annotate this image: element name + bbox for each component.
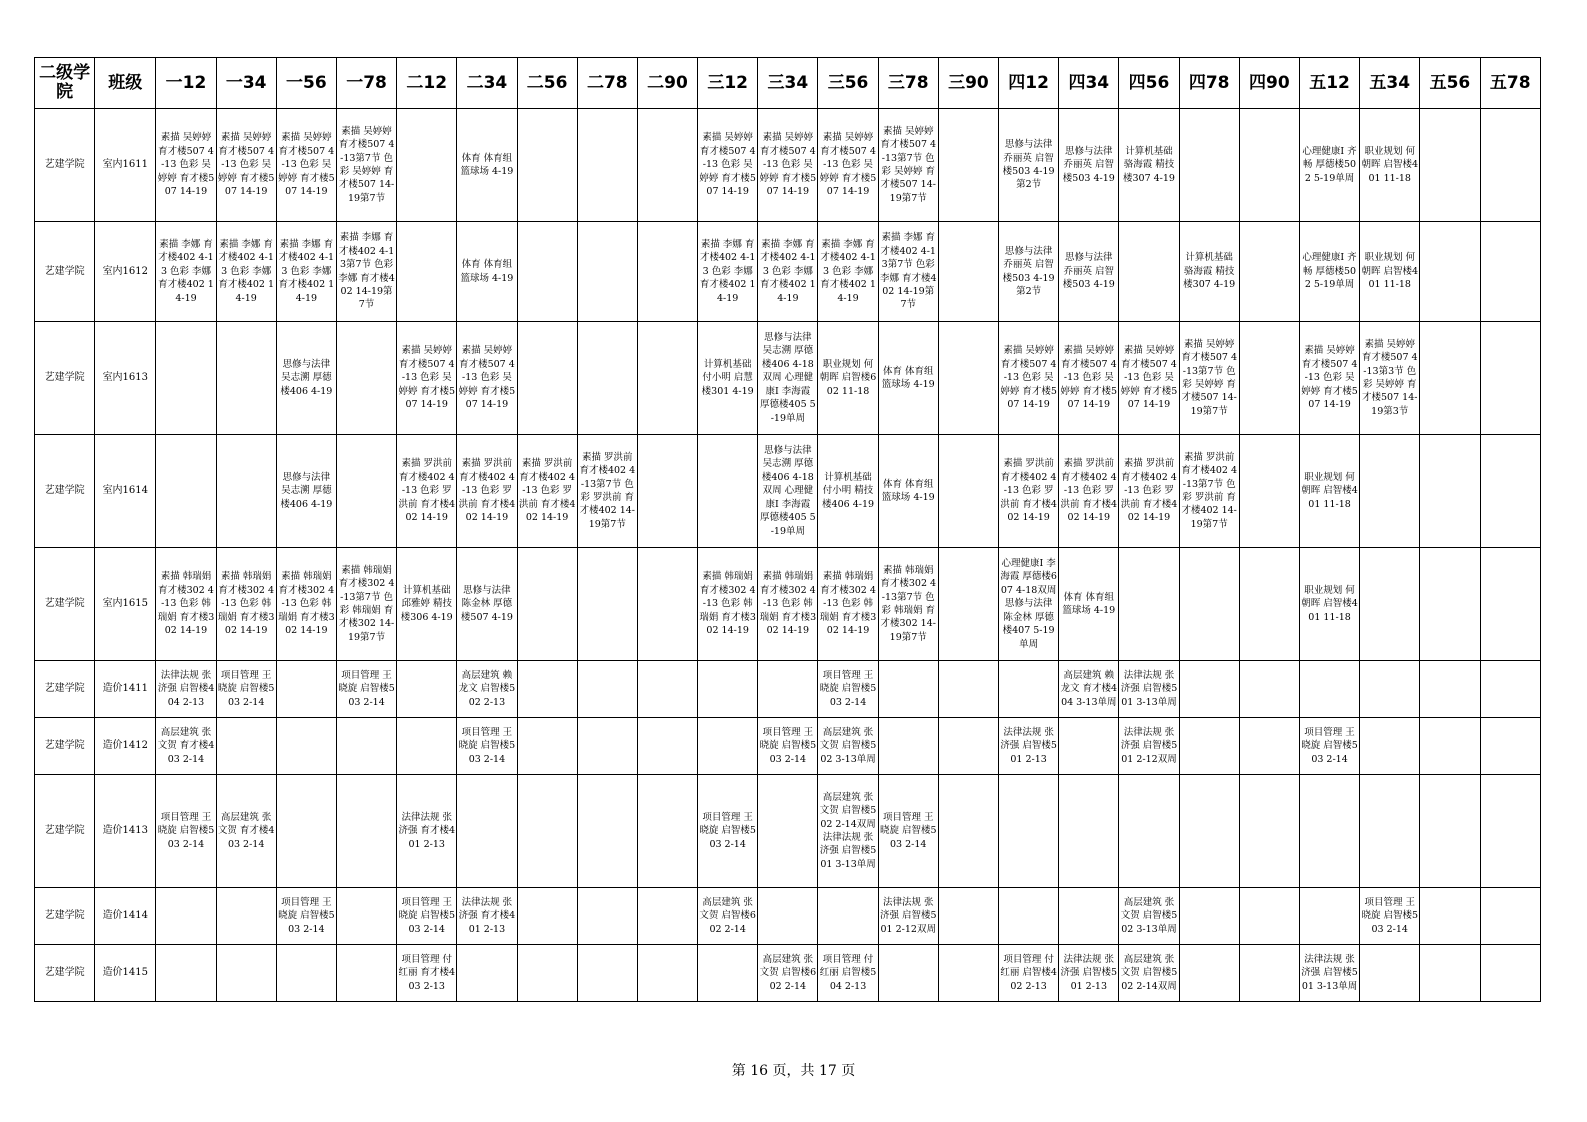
schedule-cell: 体育 体育组 篮球场 4-19	[457, 109, 517, 222]
schedule-cell	[1480, 322, 1540, 435]
schedule-cell	[1059, 888, 1119, 945]
class-name-cell: 室内1613	[95, 322, 156, 435]
schedule-cell: 素描 韩瑞娟 育才楼302 4-13 色彩 韩瑞娟 育才楼302 14-19	[698, 548, 758, 661]
header-period: 三34	[758, 58, 818, 109]
schedule-cell: 素描 吴婷婷 育才楼507 4-13 色彩 吴婷婷 育才楼507 14-19	[698, 109, 758, 222]
schedule-cell: 法律法规 张济强 启智楼501 2-12双周	[878, 888, 938, 945]
schedule-cell	[216, 888, 276, 945]
schedule-cell: 高层建筑 张文贺 育才楼403 2-14	[156, 718, 216, 775]
schedule-cell	[1179, 109, 1239, 222]
schedule-cell: 项目管理 付红丽 育才楼403 2-13	[397, 945, 457, 1002]
schedule-cell: 素描 罗洪前 育才楼402 4-13 色彩 罗洪前 育才楼402 14-19	[457, 435, 517, 548]
schedule-cell	[1239, 888, 1299, 945]
schedule-cell: 法律法规 张济强 启智楼501 2-13	[1059, 945, 1119, 1002]
schedule-cell	[1239, 222, 1299, 322]
page-number: 第 16 页，共 17 页	[731, 1063, 856, 1079]
schedule-cell	[577, 109, 637, 222]
schedule-cell: 素描 吴婷婷 育才楼507 4-13 色彩 吴婷婷 育才楼507 14-19	[216, 109, 276, 222]
schedule-cell	[1480, 435, 1540, 548]
schedule-cell	[637, 661, 697, 718]
schedule-cell: 素描 韩瑞娟 育才楼302 4-13 色彩 韩瑞娟 育才楼302 14-19	[818, 548, 878, 661]
department-cell: 艺建学院	[35, 322, 95, 435]
schedule-cell	[1239, 661, 1299, 718]
schedule-cell	[517, 109, 577, 222]
schedule-cell	[336, 888, 396, 945]
department-cell: 艺建学院	[35, 945, 95, 1002]
header-period: 五34	[1360, 58, 1420, 109]
schedule-cell	[1360, 718, 1420, 775]
header-period: 一12	[156, 58, 216, 109]
schedule-cell	[517, 322, 577, 435]
schedule-cell	[336, 718, 396, 775]
schedule-cell: 素描 吴婷婷 育才楼507 4-13 色彩 吴婷婷 育才楼507 14-19	[1059, 322, 1119, 435]
schedule-cell	[1480, 888, 1540, 945]
schedule-cell	[216, 945, 276, 1002]
schedule-cell	[1299, 661, 1359, 718]
schedule-cell: 法律法规 张济强 启智楼501 3-13单周	[1119, 661, 1179, 718]
schedule-cell	[1420, 661, 1480, 718]
header-period: 一34	[216, 58, 276, 109]
schedule-cell: 法律法规 张济强 启智楼501 2-12双周	[1119, 718, 1179, 775]
class-name-cell: 造价1411	[95, 661, 156, 718]
schedule-cell: 素描 韩瑞娟 育才楼302 4-13 色彩 韩瑞娟 育才楼302 14-19	[156, 548, 216, 661]
schedule-cell: 计算机基础 邱雅婷 精技楼306 4-19	[397, 548, 457, 661]
class-name-cell: 室内1612	[95, 222, 156, 322]
schedule-cell	[1360, 775, 1420, 888]
schedule-cell	[577, 661, 637, 718]
class-row	[35, 718, 1541, 775]
schedule-cell	[336, 322, 396, 435]
department-cell: 艺建学院	[35, 548, 95, 661]
schedule-cell	[878, 945, 938, 1002]
schedule-cell: 素描 李娜 育才楼402 4-13第7节 色彩 李娜 育才楼402 14-19第7节	[336, 222, 396, 322]
header-period: 三12	[698, 58, 758, 109]
header-period: 四56	[1119, 58, 1179, 109]
schedule-cell	[1420, 888, 1480, 945]
schedule-cell: 计算机基础 骆海霞 精技楼307 4-19	[1119, 109, 1179, 222]
schedule-cell: 素描 韩瑞娟 育才楼302 4-13第7节 色彩 韩瑞娟 育才楼302 14-19第7节	[878, 548, 938, 661]
schedule-cell	[637, 775, 697, 888]
schedule-cell	[1420, 435, 1480, 548]
schedule-cell: 项目管理 王晓旋 启智楼503 2-14	[156, 775, 216, 888]
schedule-cell: 素描 吴婷婷 育才楼507 4-13 色彩 吴婷婷 育才楼507 14-19	[397, 322, 457, 435]
schedule-cell: 素描 李娜 育才楼402 4-13 色彩 李娜 育才楼402 14-19	[216, 222, 276, 322]
schedule-cell	[1239, 548, 1299, 661]
schedule-cell	[1119, 775, 1179, 888]
schedule-cell: 素描 韩瑞娟 育才楼302 4-13 色彩 韩瑞娟 育才楼302 14-19	[758, 548, 818, 661]
schedule-cell: 法律法规 张济强 育才楼401 2-13	[457, 888, 517, 945]
class-name-cell: 室内1615	[95, 548, 156, 661]
schedule-cell: 心理健康Ⅰ 齐畅 厚德楼502 5-19单周	[1299, 109, 1359, 222]
class-row	[35, 435, 1541, 548]
schedule-cell	[216, 718, 276, 775]
schedule-cell: 职业规划 何朝晖 启智楼401 11-18	[1360, 109, 1420, 222]
schedule-cell: 项目管理 王晓旋 启智楼503 2-14	[216, 661, 276, 718]
schedule-cell: 素描 吴婷婷 育才楼507 4-13第7节 色彩 吴婷婷 育才楼507 14-19第7节	[336, 109, 396, 222]
department-cell: 艺建学院	[35, 109, 95, 222]
class-name-cell: 造价1413	[95, 775, 156, 888]
schedule-cell: 素描 吴婷婷 育才楼507 4-13 色彩 吴婷婷 育才楼507 14-19	[457, 322, 517, 435]
schedule-cell	[1480, 109, 1540, 222]
class-row	[35, 661, 1541, 718]
schedule-cell: 高层建筑 张文贺 启智楼502 2-14双周	[1119, 945, 1179, 1002]
schedule-cell: 职业规划 何朝晖 启智楼401 11-18	[1299, 435, 1359, 548]
schedule-cell: 素描 吴婷婷 育才楼507 4-13 色彩 吴婷婷 育才楼507 14-19	[1299, 322, 1359, 435]
header-period: 四78	[1179, 58, 1239, 109]
header-period: 三78	[878, 58, 938, 109]
schedule-cell	[999, 888, 1059, 945]
schedule-cell: 高层建筑 赖龙文 启智楼502 2-13	[457, 661, 517, 718]
schedule-cell: 素描 吴婷婷 育才楼507 4-13 色彩 吴婷婷 育才楼507 14-19	[999, 322, 1059, 435]
department-cell: 艺建学院	[35, 888, 95, 945]
schedule-cell	[517, 888, 577, 945]
schedule-cell	[517, 718, 577, 775]
schedule-cell	[397, 661, 457, 718]
schedule-cell	[637, 888, 697, 945]
class-row	[35, 548, 1541, 661]
timetable	[34, 57, 1541, 1002]
header-period: 四12	[999, 58, 1059, 109]
schedule-cell	[698, 945, 758, 1002]
schedule-cell: 体育 体育组 篮球场 4-19	[1059, 548, 1119, 661]
schedule-cell: 思修与法律 吴志溯 厚德楼406 4-19	[276, 322, 336, 435]
schedule-cell	[1059, 718, 1119, 775]
schedule-cell	[1420, 109, 1480, 222]
schedule-cell: 素描 吴婷婷 育才楼507 4-13第7节 色彩 吴婷婷 育才楼507 14-19第7节	[878, 109, 938, 222]
schedule-cell: 素描 吴婷婷 育才楼507 4-13 色彩 吴婷婷 育才楼507 14-19	[156, 109, 216, 222]
schedule-cell	[999, 775, 1059, 888]
schedule-cell	[577, 322, 637, 435]
schedule-cell	[397, 109, 457, 222]
schedule-cell: 素描 罗洪前 育才楼402 4-13第7节 色彩 罗洪前 育才楼402 14-19第7节	[1179, 435, 1239, 548]
schedule-cell	[1179, 718, 1239, 775]
schedule-cell: 项目管理 王晓旋 启智楼503 2-14	[818, 661, 878, 718]
schedule-cell	[216, 435, 276, 548]
schedule-cell	[397, 718, 457, 775]
schedule-cell: 计算机基础 付小明 启慧楼301 4-19	[698, 322, 758, 435]
schedule-cell	[637, 718, 697, 775]
schedule-cell	[336, 945, 396, 1002]
schedule-cell	[938, 548, 998, 661]
class-row	[35, 109, 1541, 222]
schedule-cell	[637, 222, 697, 322]
schedule-cell	[216, 322, 276, 435]
schedule-cell	[1059, 775, 1119, 888]
schedule-cell	[1360, 435, 1420, 548]
schedule-cell	[1299, 775, 1359, 888]
class-row	[35, 222, 1541, 322]
schedule-cell: 项目管理 付红丽 启智楼504 2-13	[818, 945, 878, 1002]
schedule-cell	[156, 945, 216, 1002]
schedule-cell	[637, 945, 697, 1002]
schedule-cell	[938, 888, 998, 945]
schedule-cell: 高层建筑 张文贺 启智楼502 2-14双周 法律法规 张济强 启智楼501 3-13单周	[818, 775, 878, 888]
schedule-cell	[1480, 945, 1540, 1002]
schedule-cell: 项目管理 王晓旋 启智楼503 2-14	[397, 888, 457, 945]
schedule-cell: 项目管理 王晓旋 启智楼503 2-14	[336, 661, 396, 718]
schedule-cell: 法律法规 张济强 启智楼501 2-13	[999, 718, 1059, 775]
schedule-cell	[577, 888, 637, 945]
schedule-cell	[637, 548, 697, 661]
schedule-cell: 体育 体育组 篮球场 4-19	[457, 222, 517, 322]
schedule-cell: 思修与法律 乔丽英 启智楼503 4-19第2节	[999, 222, 1059, 322]
class-name-cell: 室内1614	[95, 435, 156, 548]
schedule-cell	[517, 548, 577, 661]
schedule-cell	[517, 775, 577, 888]
schedule-cell	[276, 945, 336, 1002]
schedule-cell: 体育 体育组 篮球场 4-19	[878, 435, 938, 548]
schedule-cell	[1119, 548, 1179, 661]
schedule-cell	[577, 222, 637, 322]
header-period: 二34	[457, 58, 517, 109]
schedule-cell	[1179, 945, 1239, 1002]
schedule-cell	[938, 718, 998, 775]
schedule-cell: 项目管理 王晓旋 启智楼503 2-14	[1299, 718, 1359, 775]
schedule-cell	[1480, 222, 1540, 322]
schedule-cell: 计算机基础 骆海霞 精技楼307 4-19	[1179, 222, 1239, 322]
schedule-cell	[276, 661, 336, 718]
schedule-cell: 项目管理 王晓旋 启智楼503 2-14	[698, 775, 758, 888]
schedule-cell	[1420, 945, 1480, 1002]
header-class: 班级	[95, 58, 156, 109]
schedule-cell	[938, 775, 998, 888]
schedule-cell: 素描 吴婷婷 育才楼507 4-13 色彩 吴婷婷 育才楼507 14-19	[276, 109, 336, 222]
header-period: 二56	[517, 58, 577, 109]
schedule-cell	[1239, 435, 1299, 548]
class-row	[35, 322, 1541, 435]
schedule-cell	[1420, 322, 1480, 435]
schedule-cell	[758, 775, 818, 888]
schedule-cell: 高层建筑 张文贺 启智楼502 3-13单周	[1119, 888, 1179, 945]
schedule-cell	[336, 775, 396, 888]
schedule-cell	[1480, 718, 1540, 775]
schedule-cell	[1480, 548, 1540, 661]
schedule-cell	[1360, 945, 1420, 1002]
schedule-cell	[1239, 109, 1299, 222]
schedule-cell: 思修与法律 陈金林 厚德楼507 4-19	[457, 548, 517, 661]
schedule-cell: 法律法规 张济强 启智楼501 3-13单周	[1299, 945, 1359, 1002]
schedule-cell	[577, 945, 637, 1002]
schedule-cell	[276, 718, 336, 775]
schedule-cell	[1119, 222, 1179, 322]
schedule-cell: 素描 韩瑞娟 育才楼302 4-13 色彩 韩瑞娟 育才楼302 14-19	[276, 548, 336, 661]
header-period: 五12	[1299, 58, 1359, 109]
schedule-cell: 素描 罗洪前 育才楼402 4-13 色彩 罗洪前 育才楼402 14-19	[517, 435, 577, 548]
schedule-cell	[1239, 775, 1299, 888]
class-name-cell: 造价1415	[95, 945, 156, 1002]
schedule-cell: 思修与法律 吴志溯 厚德楼406 4-19	[276, 435, 336, 548]
schedule-cell	[1360, 548, 1420, 661]
header-period: 三56	[818, 58, 878, 109]
schedule-cell	[938, 222, 998, 322]
header-period: 二90	[637, 58, 697, 109]
schedule-cell	[156, 888, 216, 945]
schedule-cell	[878, 718, 938, 775]
schedule-cell	[1179, 775, 1239, 888]
schedule-cell: 素描 李娜 育才楼402 4-13第7节 色彩 李娜 育才楼402 14-19第7节	[878, 222, 938, 322]
schedule-cell	[637, 435, 697, 548]
schedule-cell: 素描 罗洪前 育才楼402 4-13第7节 色彩 罗洪前 育才楼402 14-19第7节	[577, 435, 637, 548]
class-row	[35, 775, 1541, 888]
schedule-cell: 高层建筑 张文贺 育才楼403 2-14	[216, 775, 276, 888]
schedule-cell	[1480, 661, 1540, 718]
schedule-cell: 高层建筑 张文贺 启智楼602 2-14	[758, 945, 818, 1002]
class-name-cell: 造价1414	[95, 888, 156, 945]
department-cell: 艺建学院	[35, 435, 95, 548]
schedule-cell: 素描 罗洪前 育才楼402 4-13 色彩 罗洪前 育才楼402 14-19	[397, 435, 457, 548]
schedule-cell: 素描 罗洪前 育才楼402 4-13 色彩 罗洪前 育才楼402 14-19	[1119, 435, 1179, 548]
schedule-cell: 体育 体育组 篮球场 4-19	[878, 322, 938, 435]
schedule-cell	[1480, 775, 1540, 888]
schedule-cell: 思修与法律 乔丽英 启智楼503 4-19	[1059, 109, 1119, 222]
schedule-cell: 素描 李娜 育才楼402 4-13 色彩 李娜 育才楼402 14-19	[156, 222, 216, 322]
schedule-cell	[1420, 548, 1480, 661]
department-cell: 艺建学院	[35, 775, 95, 888]
department-cell: 艺建学院	[35, 661, 95, 718]
header-period: 四34	[1059, 58, 1119, 109]
schedule-cell: 素描 韩瑞娟 育才楼302 4-13 色彩 韩瑞娟 育才楼302 14-19	[216, 548, 276, 661]
class-name-cell: 造价1412	[95, 718, 156, 775]
schedule-cell	[938, 109, 998, 222]
schedule-cell: 高层建筑 赖龙文 育才楼404 3-13单周	[1059, 661, 1119, 718]
schedule-cell	[637, 322, 697, 435]
header-period: 三90	[938, 58, 998, 109]
schedule-cell	[517, 945, 577, 1002]
schedule-cell	[1420, 718, 1480, 775]
header-period: 二12	[397, 58, 457, 109]
schedule-cell	[1420, 775, 1480, 888]
schedule-cell	[698, 435, 758, 548]
schedule-cell	[637, 109, 697, 222]
header-period: 一56	[276, 58, 336, 109]
schedule-cell	[878, 661, 938, 718]
schedule-cell	[517, 222, 577, 322]
schedule-cell	[1239, 945, 1299, 1002]
schedule-cell	[577, 775, 637, 888]
schedule-cell: 高层建筑 张文贺 启智楼602 2-14	[698, 888, 758, 945]
schedule-cell: 职业规划 何朝晖 启智楼602 11-18	[818, 322, 878, 435]
class-row	[35, 945, 1541, 1002]
schedule-cell	[938, 322, 998, 435]
schedule-cell	[698, 661, 758, 718]
schedule-cell	[457, 775, 517, 888]
header-row	[35, 58, 1541, 109]
schedule-cell: 项目管理 王晓旋 启智楼503 2-14	[457, 718, 517, 775]
schedule-cell: 素描 吴婷婷 育才楼507 4-13 色彩 吴婷婷 育才楼507 14-19	[818, 109, 878, 222]
schedule-cell: 素描 吴婷婷 育才楼507 4-13第3节 色彩 吴婷婷 育才楼507 14-19第3节	[1360, 322, 1420, 435]
schedule-cell	[156, 322, 216, 435]
class-row	[35, 888, 1541, 945]
schedule-cell	[1420, 222, 1480, 322]
schedule-cell	[517, 661, 577, 718]
schedule-cell	[577, 548, 637, 661]
schedule-cell	[818, 888, 878, 945]
schedule-cell: 高层建筑 张文贺 启智楼502 3-13单周	[818, 718, 878, 775]
schedule-cell: 职业规划 何朝晖 启智楼401 11-18	[1299, 548, 1359, 661]
schedule-cell: 素描 李娜 育才楼402 4-13 色彩 李娜 育才楼402 14-19	[276, 222, 336, 322]
schedule-cell	[156, 435, 216, 548]
schedule-cell	[999, 661, 1059, 718]
header-period: 五78	[1480, 58, 1540, 109]
schedule-cell: 法律法规 张济强 育才楼401 2-13	[397, 775, 457, 888]
schedule-cell: 思修与法律 吴志溯 厚德楼406 4-18双周 心理健康Ⅰ 李海霞 厚德楼405 5-19单周	[758, 435, 818, 548]
header-period: 四90	[1239, 58, 1299, 109]
timetable-body	[35, 109, 1541, 1002]
class-name-cell: 室内1611	[95, 109, 156, 222]
schedule-cell	[698, 718, 758, 775]
header-period: 二78	[577, 58, 637, 109]
schedule-cell: 思修与法律 乔丽英 启智楼503 4-19	[1059, 222, 1119, 322]
schedule-cell: 素描 李娜 育才楼402 4-13 色彩 李娜 育才楼402 14-19	[698, 222, 758, 322]
schedule-cell: 素描 吴婷婷 育才楼507 4-13第7节 色彩 吴婷婷 育才楼507 14-19第7节	[1179, 322, 1239, 435]
schedule-cell	[1239, 718, 1299, 775]
schedule-cell: 项目管理 王晓旋 启智楼503 2-14	[1360, 888, 1420, 945]
schedule-cell: 心理健康Ⅰ 李海霞 厚德楼607 4-18双周 思修与法律 陈金林 厚德楼407 5-19单周	[999, 548, 1059, 661]
header-period: 五56	[1420, 58, 1480, 109]
schedule-cell: 项目管理 付红丽 启智楼402 2-13	[999, 945, 1059, 1002]
schedule-cell: 职业规划 何朝晖 启智楼401 11-18	[1360, 222, 1420, 322]
schedule-cell: 项目管理 王晓旋 启智楼503 2-14	[878, 775, 938, 888]
schedule-cell	[938, 945, 998, 1002]
schedule-cell: 计算机基础 付小明 精技楼406 4-19	[818, 435, 878, 548]
schedule-cell: 素描 吴婷婷 育才楼507 4-13 色彩 吴婷婷 育才楼507 14-19	[758, 109, 818, 222]
schedule-cell	[1179, 661, 1239, 718]
schedule-cell: 法律法规 张济强 启智楼404 2-13	[156, 661, 216, 718]
schedule-cell	[1239, 322, 1299, 435]
header-period: 一78	[336, 58, 396, 109]
schedule-cell	[938, 661, 998, 718]
department-cell: 艺建学院	[35, 718, 95, 775]
department-cell: 艺建学院	[35, 222, 95, 322]
schedule-cell: 素描 吴婷婷 育才楼507 4-13 色彩 吴婷婷 育才楼507 14-19	[1119, 322, 1179, 435]
schedule-cell: 素描 韩瑞娟 育才楼302 4-13第7节 色彩 韩瑞娟 育才楼302 14-19第7节	[336, 548, 396, 661]
schedule-cell: 心理健康Ⅰ 齐畅 厚德楼502 5-19单周	[1299, 222, 1359, 322]
schedule-cell	[397, 222, 457, 322]
schedule-cell: 素描 罗洪前 育才楼402 4-13 色彩 罗洪前 育才楼402 14-19	[999, 435, 1059, 548]
schedule-cell: 思修与法律 乔丽英 启智楼503 4-19第2节	[999, 109, 1059, 222]
schedule-cell	[336, 435, 396, 548]
schedule-cell	[1299, 888, 1359, 945]
schedule-cell: 项目管理 王晓旋 启智楼503 2-14	[276, 888, 336, 945]
schedule-cell	[758, 888, 818, 945]
schedule-cell: 素描 罗洪前 育才楼402 4-13 色彩 罗洪前 育才楼402 14-19	[1059, 435, 1119, 548]
header-department: 二级学院	[35, 58, 95, 109]
schedule-cell	[938, 435, 998, 548]
schedule-cell	[1179, 888, 1239, 945]
schedule-cell: 素描 李娜 育才楼402 4-13 色彩 李娜 育才楼402 14-19	[758, 222, 818, 322]
schedule-cell: 素描 李娜 育才楼402 4-13 色彩 李娜 育才楼402 14-19	[818, 222, 878, 322]
schedule-cell: 思修与法律 吴志溯 厚德楼406 4-18双周 心理健康Ⅰ 李海霞 厚德楼405 5-19单周	[758, 322, 818, 435]
schedule-cell	[577, 718, 637, 775]
schedule-cell: 项目管理 王晓旋 启智楼503 2-14	[758, 718, 818, 775]
schedule-cell	[1179, 548, 1239, 661]
schedule-cell	[758, 661, 818, 718]
schedule-cell	[1360, 661, 1420, 718]
schedule-cell	[457, 945, 517, 1002]
schedule-cell	[276, 775, 336, 888]
